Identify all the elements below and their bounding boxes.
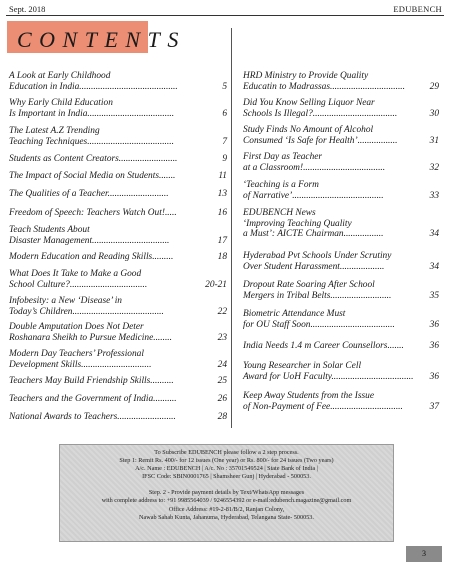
toc-entry[interactable] bbox=[243, 180, 439, 201]
page-number: 3 bbox=[406, 546, 442, 562]
toc-entry[interactable] bbox=[9, 189, 227, 200]
toc-entry-page: 7 bbox=[222, 136, 227, 147]
toc-entry-title: EDUBENCH News ‘Improving Teaching Quality a Must’: AICTE Chairman................. bbox=[243, 208, 384, 239]
toc-entry-page: 36 bbox=[429, 319, 439, 330]
toc-entry-page: 24 bbox=[217, 359, 227, 370]
toc-entry-title: Double Amputation Does Not Deter Roshanara Sheikh to Pursue Medicine........ bbox=[9, 322, 172, 343]
subscription-info-box bbox=[59, 444, 394, 542]
toc-entry-title: Freedom of Speech: Teachers Watch Out!..... bbox=[9, 208, 177, 218]
toc-entry[interactable] bbox=[243, 341, 439, 352]
toc-entry[interactable] bbox=[243, 125, 439, 146]
subscribe-step1: Step 1: Remit Rs. 400/- for 12 issues (One year) or Rs. 800/- for 24 issues (Two years) bbox=[119, 457, 334, 465]
toc-entry-title: What Does It Take to Make a Good School Culture?................................. bbox=[9, 269, 148, 290]
toc-entry-page: 20-21 bbox=[205, 279, 227, 290]
toc-entry[interactable] bbox=[243, 71, 439, 92]
toc-entry-title: The Qualities of a Teacher.......................... bbox=[9, 189, 169, 199]
contents-title: CONTENTS bbox=[17, 27, 186, 52]
toc-entry-title: A Look at Early Childhood Education in India.......................................... bbox=[9, 71, 178, 92]
toc-entry[interactable] bbox=[9, 322, 227, 343]
toc-entry-page: 34 bbox=[429, 261, 439, 272]
toc-entry[interactable] bbox=[9, 269, 227, 290]
toc-entry-page: 29 bbox=[429, 81, 439, 92]
toc-entry[interactable] bbox=[243, 280, 439, 301]
toc-entry[interactable] bbox=[9, 412, 227, 423]
subscribe-ifsc: IFSC Code: SBIN0001765 | Shamsheer Gunj | Hyderabad - 500053. bbox=[142, 473, 311, 481]
toc-entry[interactable] bbox=[243, 361, 439, 382]
toc-entry-title: Teachers and the Government of India.......... bbox=[9, 394, 177, 404]
toc-entry-title: Teach Students About Disaster Management................................. bbox=[9, 225, 170, 246]
office-address-cont: Nawab Sahab Kunta, Jahanuma, Hyderabad, Telangana State- 500053. bbox=[139, 513, 314, 521]
toc-entry-page: 33 bbox=[429, 190, 439, 201]
toc-entry-title: Teachers May Build Friendship Skills.......... bbox=[9, 376, 174, 386]
toc-entry-title: Study Finds No Amount of Alcohol Consumed ‘Is Safe for Health’................. bbox=[243, 125, 398, 146]
toc-entry-page: 23 bbox=[217, 332, 227, 343]
toc-entry-page: 37 bbox=[429, 401, 439, 412]
toc-entry-page: 30 bbox=[429, 108, 439, 119]
office-address: Office Address: #19-2-81/B/2, Ranjan Colony, bbox=[168, 505, 285, 513]
toc-entry[interactable] bbox=[9, 296, 227, 317]
toc-entry-title: India Needs 1.4 m Career Counsellors....... bbox=[243, 341, 404, 351]
toc-entry-title: Students as Content Creators......................... bbox=[9, 154, 178, 164]
toc-entry-title: Infobesity: a New ‘Disease’ in Today’s Children....................................... bbox=[9, 296, 164, 317]
toc-entry-title: Dropout Rate Soaring After School Mergers in Tribal Belts.......................... bbox=[243, 280, 392, 301]
toc-entry-page: 32 bbox=[429, 162, 439, 173]
toc-entry-page: 34 bbox=[429, 229, 439, 239]
toc-entry-page: 26 bbox=[217, 394, 227, 404]
subscribe-step2: Step. 2 - Provide payment details by Text/WhatsApp messages bbox=[148, 489, 305, 497]
toc-entry[interactable] bbox=[9, 208, 227, 219]
toc-entry-page: 31 bbox=[429, 135, 439, 146]
toc-entry-page: 17 bbox=[217, 235, 227, 246]
toc-entry-title: First Day as Teacher at a Classroom!................................... bbox=[243, 152, 386, 173]
toc-entry-title: The Impact of Social Media on Students....... bbox=[9, 171, 176, 181]
toc-entry-title: National Awards to Teachers......................... bbox=[9, 412, 176, 422]
toc-entry-page: 16 bbox=[217, 208, 227, 218]
toc-entry[interactable] bbox=[9, 71, 227, 92]
header-rule bbox=[6, 15, 444, 16]
toc-entry[interactable] bbox=[9, 349, 227, 370]
toc-entry-title: Biometric Attendance Must for OU Staff Soon.................................... bbox=[243, 309, 395, 330]
toc-entry-title: The Latest A.Z Trending Teaching Techniques..................................... bbox=[9, 126, 174, 147]
toc-entry[interactable] bbox=[9, 171, 227, 182]
issue-date: Sept. 2018 bbox=[9, 4, 46, 14]
toc-entry[interactable] bbox=[9, 154, 227, 165]
contents-banner bbox=[7, 21, 186, 53]
toc-entry-title: Modern Education and Reading Skills......... bbox=[9, 252, 174, 262]
toc-entry[interactable] bbox=[243, 309, 439, 330]
toc-entry-page: 28 bbox=[217, 412, 227, 422]
toc-entry[interactable] bbox=[243, 208, 439, 240]
toc-entry-title: Keep Away Students from the Issue of Non-Payment of Fee............................... bbox=[243, 391, 403, 412]
toc-entry-page: 22 bbox=[217, 306, 227, 317]
toc-entry-page: 5 bbox=[222, 81, 227, 92]
toc-entry[interactable] bbox=[243, 98, 439, 119]
toc-entry-page: 36 bbox=[429, 341, 439, 351]
column-divider bbox=[231, 28, 232, 428]
toc-entry-page: 36 bbox=[429, 371, 439, 382]
toc-entry-title: Modern Day Teachers’ Professional Development Skills.............................. bbox=[9, 349, 152, 370]
toc-entry[interactable] bbox=[9, 394, 227, 405]
subscribe-contact: with complete address to: +91 9985564039 / 9246554392 or e-mail:edubench.magazine@gmail.com bbox=[101, 497, 352, 505]
toc-entry[interactable] bbox=[9, 225, 227, 246]
toc-entry[interactable] bbox=[9, 126, 227, 147]
toc-entry[interactable] bbox=[9, 98, 227, 119]
subscribe-account: A/c. Name : EDUBENCH | A/c. No : 35701549524 | State Bank of India | bbox=[135, 465, 318, 473]
toc-entry-page: 35 bbox=[429, 290, 439, 301]
toc-entry-title: HRD Ministry to Provide Quality Educatin to Madrassas................................ bbox=[243, 71, 405, 92]
toc-entry-page: 6 bbox=[222, 108, 227, 119]
page-header bbox=[0, 2, 450, 16]
toc-entry-page: 25 bbox=[217, 376, 227, 386]
toc-entry-page: 13 bbox=[217, 189, 227, 199]
toc-entry-title: Did You Know Selling Liquor Near Schools Is Illegal?.................................... bbox=[243, 98, 398, 119]
toc-entry[interactable] bbox=[243, 391, 439, 412]
toc-entry-page: 18 bbox=[217, 252, 227, 262]
magazine-name: EDUBENCH bbox=[393, 4, 442, 14]
toc-entry-page: 9 bbox=[222, 154, 227, 164]
toc-entry-title: Why Early Child Education Is Important in India..................................... bbox=[9, 98, 175, 119]
toc-entry[interactable] bbox=[9, 376, 227, 387]
toc-entry[interactable] bbox=[243, 152, 439, 173]
toc-entry[interactable] bbox=[9, 252, 227, 263]
toc-entry-title: ‘Teaching is a Form of Narrative’....................................... bbox=[243, 180, 384, 201]
toc-entry-title: Young Researcher in Solar Cell Award for UoH Faculty................................... bbox=[243, 361, 414, 382]
toc-entry[interactable] bbox=[243, 251, 439, 272]
subscribe-intro: To Subscribe EDUBENCH please follow a 2 step process. bbox=[154, 449, 299, 456]
toc-entry-title: Hyderabad Pvt Schools Under Scrutiny Over Student Harassment................... bbox=[243, 251, 392, 272]
toc-entry-page: 11 bbox=[218, 171, 227, 181]
